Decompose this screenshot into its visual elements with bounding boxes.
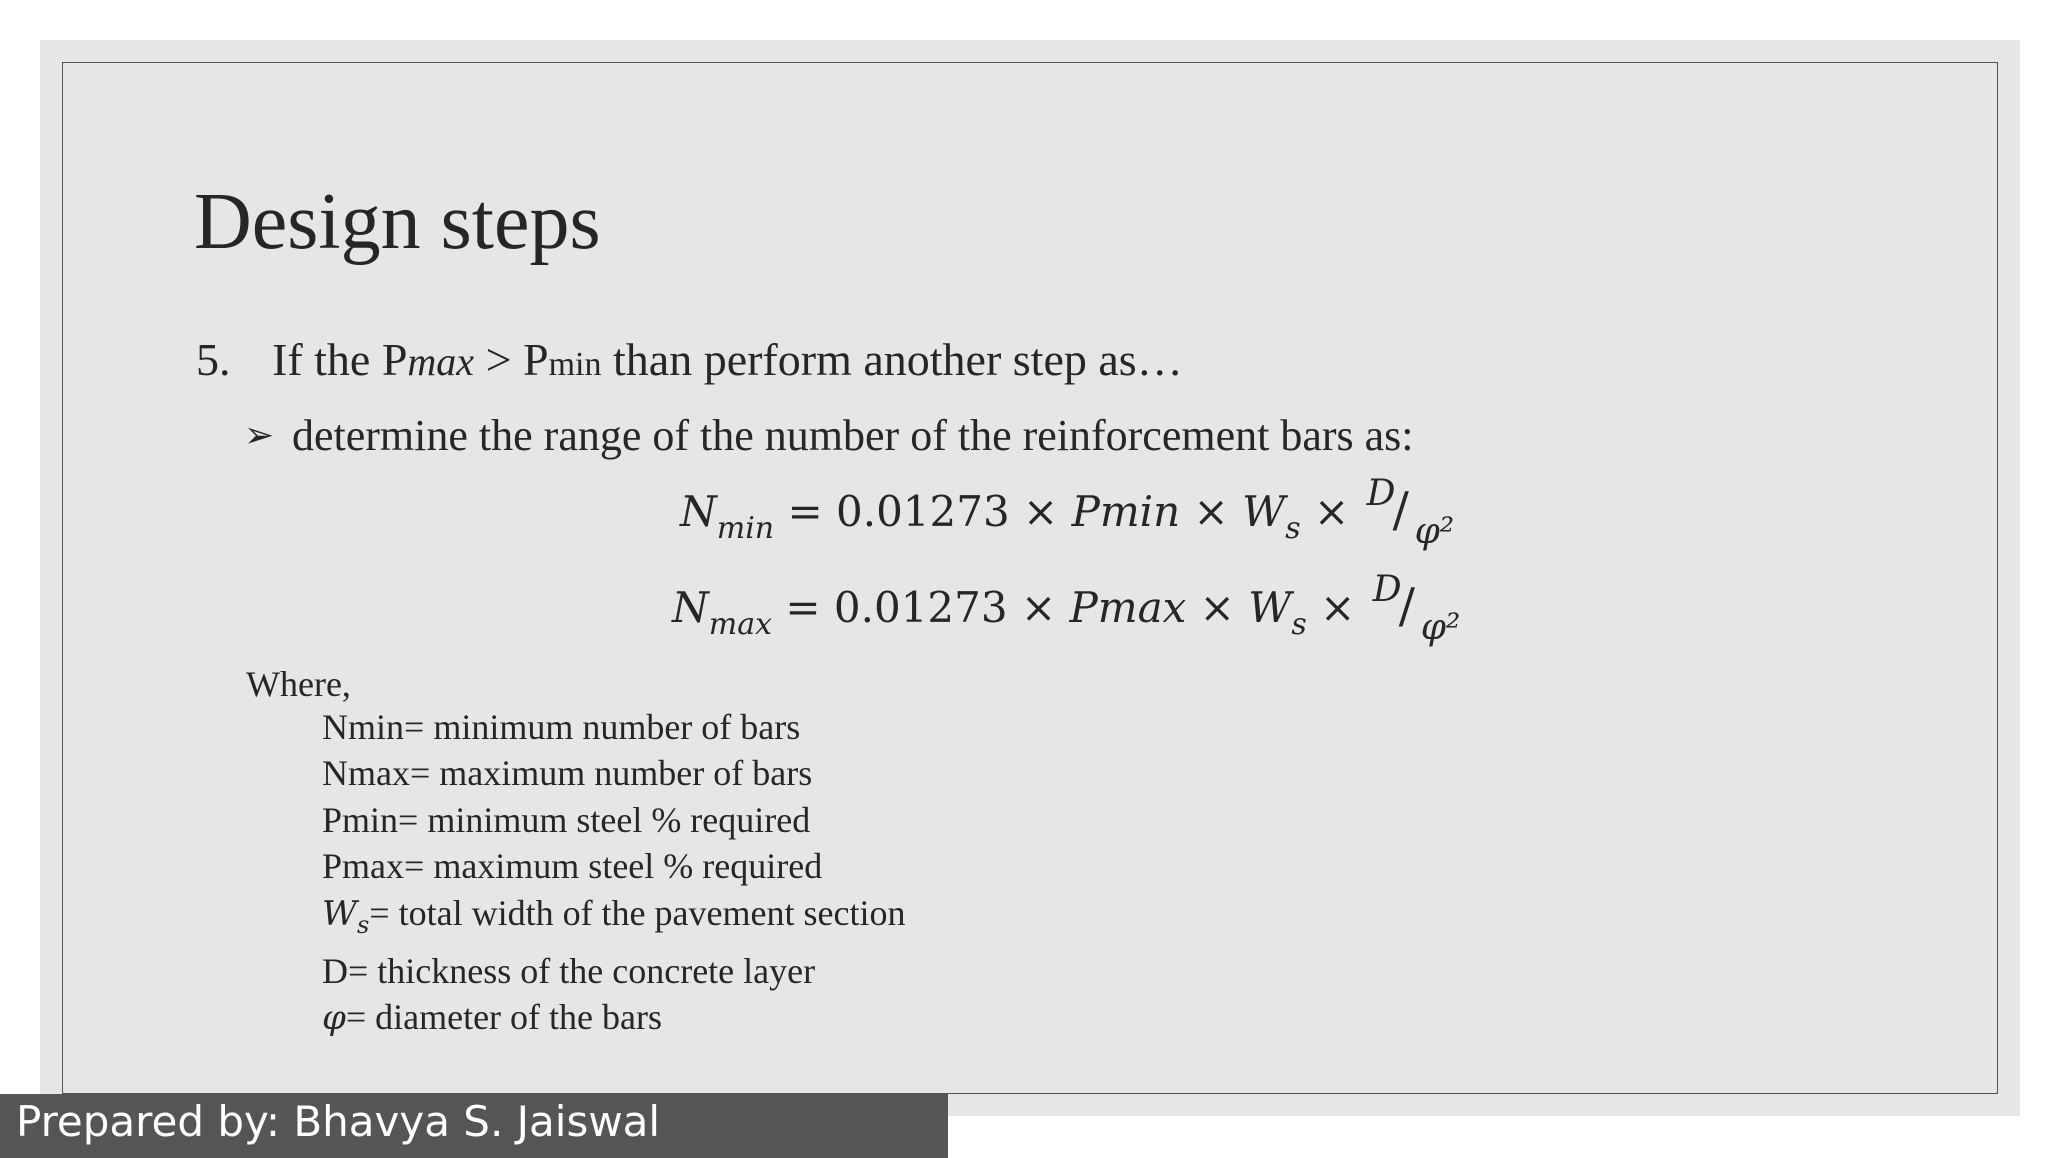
footer-credit: Prepared by: Bhavya S. Jaiswal bbox=[0, 1094, 948, 1158]
eq-denominator: φ² bbox=[1420, 607, 1461, 648]
bullet-text: determine the range of the number of the reinforcement bars as: bbox=[292, 411, 1414, 460]
definition-symbol: Pmin bbox=[322, 799, 399, 840]
step-text-after: than perform another step as… bbox=[601, 334, 1183, 385]
equation-nmin bbox=[680, 473, 1467, 557]
definition-d bbox=[322, 948, 905, 994]
definition-text: = minimum number of bars bbox=[404, 707, 801, 747]
definition-symbol-base: W bbox=[322, 893, 357, 934]
eq-lhs-subscript: min bbox=[716, 511, 775, 546]
eq-fraction bbox=[1369, 569, 1473, 648]
definition-text: = thickness of the concrete layer bbox=[348, 951, 816, 992]
eq-lhs-symbol: N bbox=[680, 487, 717, 536]
eq-slash: / bbox=[1398, 578, 1415, 634]
definition-text: = diameter of the bars bbox=[345, 997, 662, 1038]
definition-nmin bbox=[322, 704, 905, 750]
eq-middle: = 0.01273 × bbox=[772, 583, 1070, 632]
slide-title: Design steps bbox=[194, 178, 601, 266]
definition-symbol: D bbox=[322, 951, 348, 992]
definition-phi bbox=[322, 994, 905, 1041]
definition-symbol: Nmax bbox=[322, 753, 410, 794]
eq-times: × bbox=[1186, 583, 1249, 632]
eq-w-subscript: s bbox=[1291, 607, 1307, 642]
eq-middle: = 0.01273 × bbox=[774, 487, 1072, 536]
definition-nmax bbox=[322, 750, 905, 796]
definition-ws bbox=[322, 890, 905, 948]
definition-symbol: φ bbox=[322, 998, 346, 1039]
eq-slash: / bbox=[1392, 482, 1409, 538]
definition-text: = minimum steel % required bbox=[398, 799, 811, 840]
eq-p-term: Pmax bbox=[1069, 583, 1187, 632]
eq-numerator: D bbox=[1366, 473, 1396, 514]
where-label: Where, bbox=[246, 664, 351, 704]
step-number: 5. bbox=[196, 334, 231, 385]
eq-times-2: × bbox=[1306, 583, 1369, 632]
definition-symbol bbox=[322, 893, 370, 939]
p-min-subscript: min bbox=[548, 346, 602, 383]
bullet-item bbox=[244, 408, 1414, 464]
definition-symbol: Nmin bbox=[322, 707, 405, 747]
eq-p-term: Pmin bbox=[1071, 487, 1181, 536]
eq-numerator: D bbox=[1372, 569, 1402, 610]
definition-symbol-subscript: s bbox=[356, 910, 370, 939]
eq-w-symbol: W bbox=[1242, 487, 1286, 536]
definitions-list bbox=[322, 704, 905, 1042]
definition-symbol: Pmax bbox=[322, 846, 405, 887]
step-comparator: > P bbox=[474, 334, 549, 385]
step-5 bbox=[196, 330, 1183, 395]
eq-fraction bbox=[1363, 473, 1467, 552]
definition-text: = total width of the pavement section bbox=[369, 892, 906, 933]
eq-lhs-symbol: N bbox=[672, 583, 709, 632]
eq-lhs-subscript: max bbox=[708, 607, 773, 642]
eq-w-symbol: W bbox=[1248, 583, 1292, 632]
equation-nmax bbox=[672, 569, 1473, 653]
definition-text: = maximum number of bars bbox=[409, 753, 813, 794]
eq-times-2: × bbox=[1300, 487, 1363, 536]
arrow-bullet-icon: ➢ bbox=[244, 415, 275, 456]
definition-pmin bbox=[322, 797, 905, 843]
eq-times: × bbox=[1180, 487, 1243, 536]
definition-pmax bbox=[322, 843, 905, 889]
definition-text: = maximum steel % required bbox=[404, 846, 823, 887]
eq-denominator: φ² bbox=[1414, 511, 1455, 552]
eq-w-subscript: s bbox=[1285, 511, 1301, 546]
step-text-before: If the P bbox=[272, 334, 408, 385]
p-max-subscript: max bbox=[407, 339, 475, 384]
